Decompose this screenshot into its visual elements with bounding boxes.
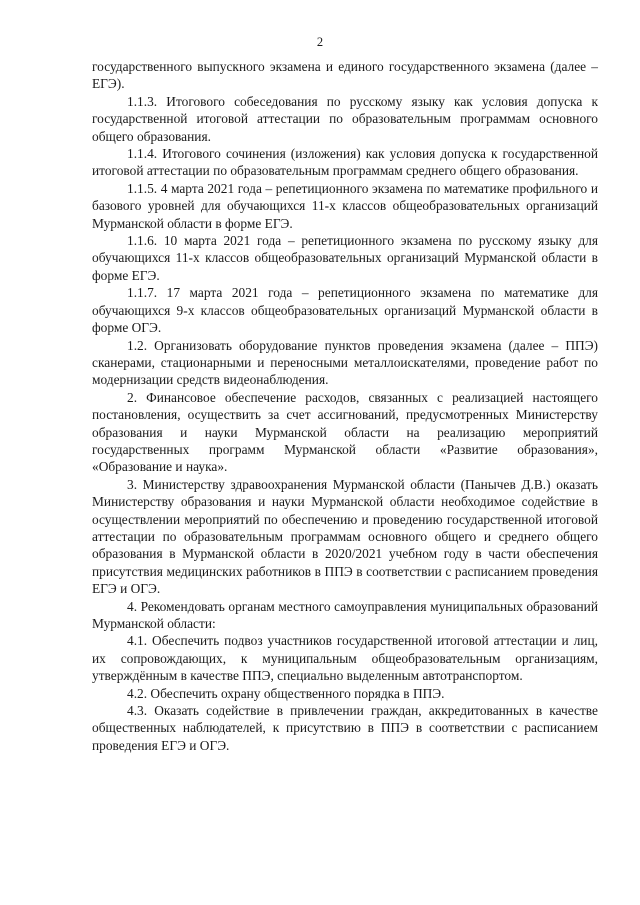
- paragraph-1-1-7: 1.1.7. 17 марта 2021 года – репетиционного экзамена по математике для обучающихся 9-х классов общеобразовательных организаций Мурманской области в форме ОГЭ.: [92, 285, 598, 336]
- document-body: [92, 58, 598, 754]
- paragraph-1-1-3: 1.1.3. Итогового собеседования по русскому языку как условия допуска к государственной итоговой аттестации по образовательным программам основного общего образования.: [92, 93, 598, 144]
- paragraph-4-2: 4.2. Обеспечить охрану общественного порядка в ППЭ.: [127, 685, 445, 701]
- paragraph-1-1-5: 1.1.5. 4 марта 2021 года – репетиционного экзамена по математике профильного и базового уровней для обучающихся 11-х классов общеобразовательных организаций Мурманской области в форме ЕГЭ.: [92, 180, 598, 231]
- paragraph-4-1: 4.1. Обеспечить подвоз участников государственной итоговой аттестации и лиц, их сопровождающих, к муниципальным общеобразовательным организациям, утверждённым в качестве ППЭ, специально выделенным автотранспортом.: [92, 633, 598, 684]
- paragraph-1-1-6: 1.1.6. 10 марта 2021 года – репетиционного экзамена по русскому языку для обучающихся 11-х классов общеобразовательных организаций Мурманской области в форме ЕГЭ.: [92, 233, 598, 283]
- paragraph-1-1-4: 1.1.4. Итогового сочинения (изложения) как условия допуска к государственной итоговой аттестации по образовательным программам среднего общего образования.: [92, 146, 598, 179]
- paragraph-4-3: 4.3. Оказать содействие в привлечении граждан, аккредитованных в качестве общественных наблюдателей, к присутствию в ППЭ в соответствии с расписанием проведения ЕГЭ и ОГЭ.: [92, 703, 598, 753]
- paragraph-4: 4. Рекомендовать органам местного самоуправления муниципальных образований Мурманской области:: [92, 598, 598, 631]
- paragraph-continuation: государственного выпускного экзамена и единого государственного экзамена (далее – ЕГЭ).: [92, 59, 598, 92]
- paragraph-2: 2. Финансовое обеспечение расходов, связанных с реализацией настоящего постановления, осуществить за счет ассигнований, предусмотренных Министерству образования и науки Мурманской области на реализацию мероприятий государственных программ Мурманской области «Развитие образования», «Образование и наука».: [92, 389, 598, 475]
- paragraph-1-2: 1.2. Организовать оборудование пунктов проведения экзамена (далее – ППЭ) сканерами, стационарными и переносными металлоискателями, проведение работ по модернизации средств видеонаблюдения.: [92, 337, 598, 388]
- page-number: 2: [316, 35, 324, 49]
- paragraph-3: 3. Министерству здравоохранения Мурманской области (Панычев Д.В.) оказать Министерству образования и науки Мурманской области необходимое содействие в осуществлении мероприятий по обеспечению и проведению государственной итоговой аттестации по образовательным программам основного общего и среднего общего образования в Мурманской области в 2020/2021 учебном году в части обеспечения присутствия медицинских работников в ППЭ в соответствии с расписанием проведения ЕГЭ и ОГЭ.: [92, 476, 598, 597]
